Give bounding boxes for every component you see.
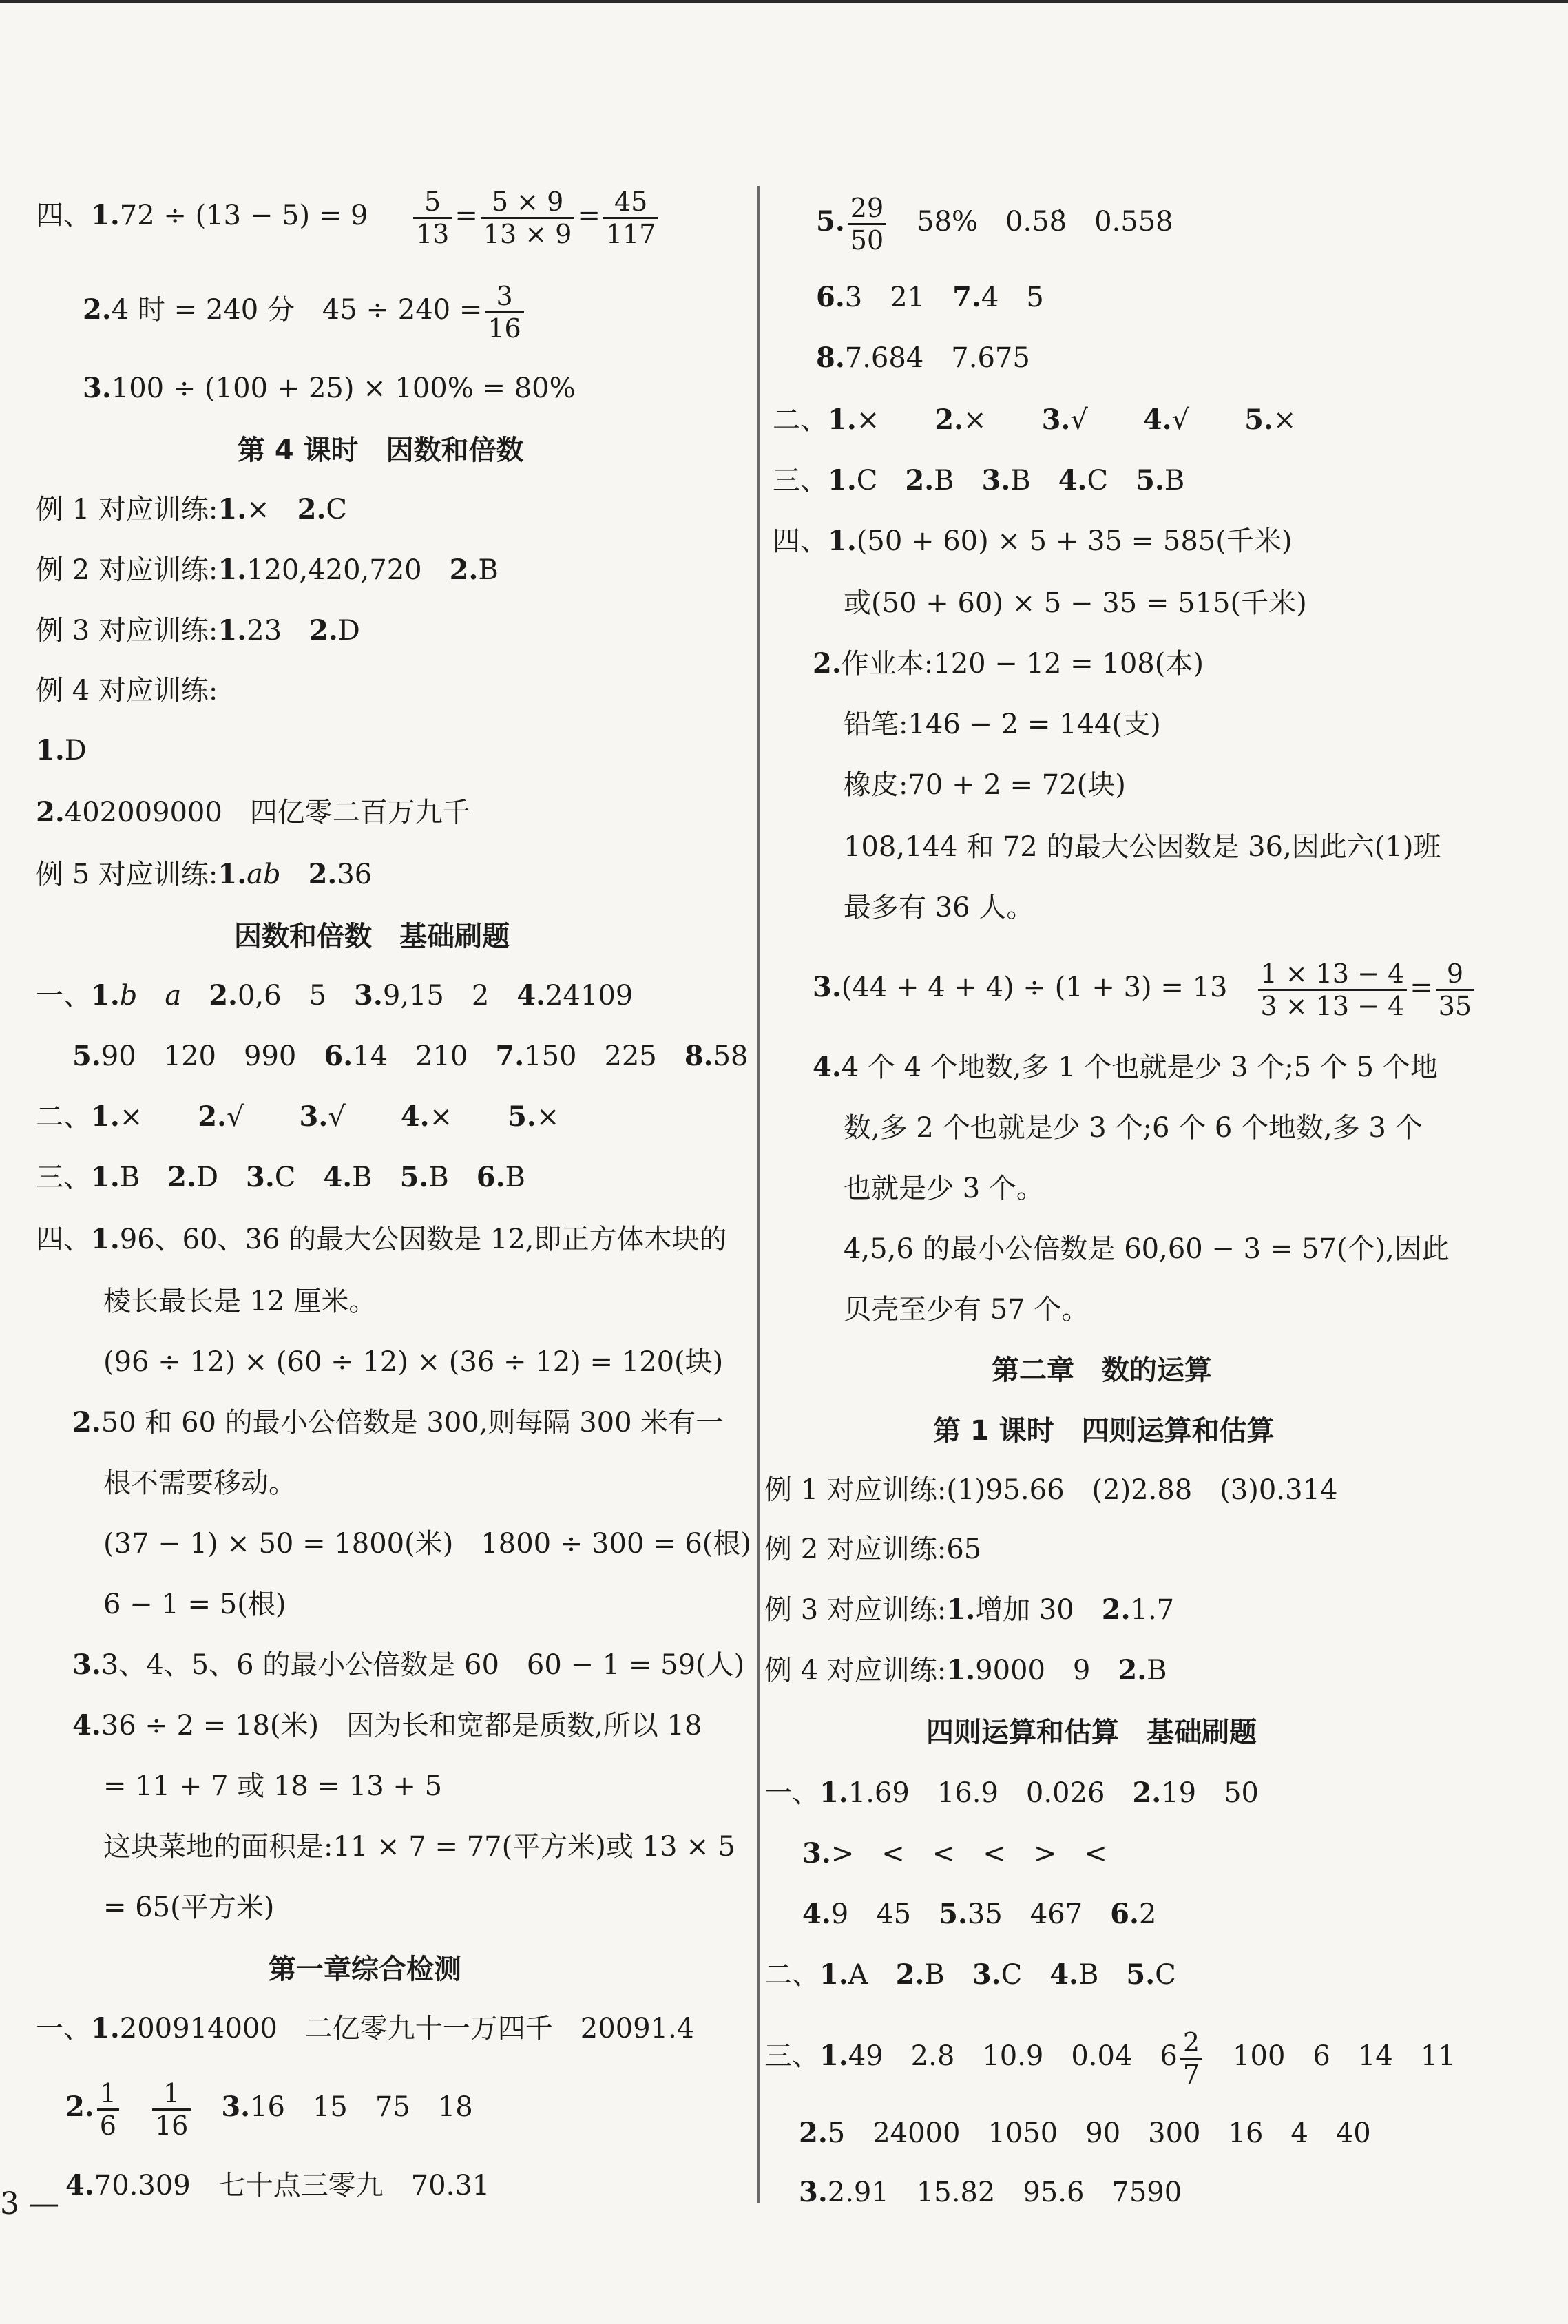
item-number: 6. [816,281,845,313]
answer: D [64,735,87,766]
answer: B [1010,465,1031,496]
section-label: 一、 [764,1777,819,1809]
answer: 402009000 四亿零二百万九千 [64,797,470,828]
item-number: 2. [297,493,326,525]
left-line-14 [36,1158,525,1197]
answer: B [505,1162,525,1193]
item-number: 4. [813,1051,842,1083]
item-number: 2. [934,404,964,436]
item-number: 1. [946,1593,976,1626]
item-number: 1. [91,979,120,1012]
item-number: 2. [1118,1654,1147,1686]
right-line-14 [813,1048,1438,1087]
right-line-10: 橡皮:70 + 2 = 72(块) [844,769,1126,801]
right-line-29 [799,2173,1182,2212]
item-number: 6. [1110,1898,1139,1930]
equals-sign: = [577,200,600,231]
item-number: 1. [91,2012,120,2044]
section-label: 二、 [36,1101,91,1133]
item-number: 1. [91,1223,120,1255]
fraction [485,281,523,344]
left-line-12 [72,1037,749,1076]
right-line-2 [816,278,1044,317]
item-number: 3. [981,464,1011,496]
answer: D [337,615,360,647]
item-number: 8. [816,342,845,374]
answer: A [848,1959,868,1991]
right-line-16: 也就是少 3 个。 [844,1173,1044,1204]
answer: C [1001,1959,1023,1991]
left-line-9 [36,793,470,832]
answer: 4 个 4 个地数,多 1 个也就是少 3 个;5 个 5 个地 [841,1051,1438,1083]
fraction [1258,959,1408,1021]
item-number: 4. [1142,404,1172,436]
answer: ab [247,859,281,890]
item-number: 1. [91,1100,120,1133]
answer: C [1155,1959,1176,1991]
item-number: 3. [83,372,112,404]
item-number: 4. [65,2169,94,2201]
item-number: 1. [91,1161,120,1193]
answer: 4 5 [981,282,1044,313]
numerator: 2 [1180,2027,1202,2060]
numerator: 45 [603,187,659,219]
fraction [152,2078,191,2141]
answer: 3、4、5、6 的最小公倍数是 60 60 − 1 = 59(人) [101,1649,745,1681]
section-heading: 第一章综合检测 [269,1954,461,1985]
item-number: 5. [1126,1958,1156,1991]
answer: 1.7 [1130,1594,1175,1626]
answer: C [326,494,348,525]
answer: B [428,1162,449,1193]
right-line-23 [764,1774,1259,1812]
answer: B [934,465,954,496]
section-label: 三、 [764,2040,819,2072]
answer: √ [227,1101,244,1133]
numerator: 1 [152,2078,191,2111]
answer: 16 15 75 18 [250,2091,473,2123]
answer: B [1147,1655,1167,1686]
left-line-22 [72,1646,744,1684]
answer: 150 225 [524,1040,657,1072]
item-number: 1. [946,1654,976,1686]
left-line-5 [36,551,499,589]
answer: √ [1070,404,1088,436]
item-number: 2. [36,796,65,828]
item-number: 5. [1136,464,1164,496]
left-line-7: 例 4 对应训练: [36,675,218,706]
equation: (44 + 4 + 4) ÷ (1 + 3) = 13 [841,972,1228,1003]
answer: B [478,554,499,586]
answer: b a [119,980,182,1012]
right-line-27 [764,2022,1456,2091]
left-line-3 [83,369,576,408]
right-line-8 [813,645,1204,683]
fraction [97,2078,119,2141]
fraction [848,193,886,255]
section-heading: 第 1 课时 四则运算和估算 [933,1415,1275,1447]
answer: 23 [247,615,282,647]
section-heading: 第 4 课时 因数和倍数 [238,435,524,466]
equation: 72 ÷ (13 − 5) = 9 [119,200,368,231]
answer: (50 + 60) × 5 + 35 = 585(千米) [856,525,1293,557]
right-line-21 [764,1591,1174,1629]
item-number: 6. [324,1040,353,1072]
right-line-20: 例 2 对应训练:65 [764,1533,982,1565]
item-number: 1. [819,1958,848,1991]
item-number: 5. [939,1898,968,1930]
denominator: 6 [99,2110,116,2141]
item-number: 5. [816,205,845,238]
equals-sign: = [454,200,478,231]
left-line-20: (37 − 1) × 50 = 1800(米) 1800 ÷ 300 = 6(根) [103,1528,751,1560]
chapter-heading: 第二章 数的运算 [992,1354,1212,1386]
numerator: 5 × 9 [481,187,575,219]
right-line-17: 4,5,6 的最小公倍数是 60,60 − 3 = 57(个),因此 [844,1233,1450,1265]
equation: 100 ÷ (100 + 25) × 100% = 80% [111,373,576,404]
answer: 19 50 [1161,1777,1259,1809]
item-number: 4. [1058,464,1087,496]
item-number: 5. [1244,404,1273,436]
answer: 90 120 990 [101,1040,297,1072]
left-line-16: 棱长最长是 12 厘米。 [103,1286,377,1317]
answer: 9,15 2 [382,980,490,1012]
left-line-21: 6 − 1 = 5(根) [103,1589,286,1620]
answer: 作业本:120 − 12 = 108(本) [841,648,1204,680]
item-number: 3. [354,979,383,1012]
right-line-7: 或(50 + 60) × 5 − 35 = 515(千米) [844,587,1307,619]
right-line-5 [773,461,1184,500]
answer: 36 ÷ 2 = 18(米) 因为长和宽都是质数,所以 18 [101,1710,702,1741]
numerator: 9 [1436,959,1474,991]
item-number: 3. [1041,404,1071,436]
answer: 100 6 14 11 [1233,2040,1456,2072]
answer: C [856,465,878,496]
section-label: 二、 [773,404,828,436]
answer: D [196,1162,219,1193]
answer: 14 210 [353,1040,468,1072]
answer: C [1087,465,1109,496]
right-line-22 [764,1651,1167,1690]
exercise-label: 例 2 对应训练: [36,554,218,586]
top-border [0,0,1568,3]
answer: 0,6 5 [237,980,327,1012]
answer: 1.69 16.9 0.026 [848,1777,1105,1809]
item-number: 2. [813,647,842,680]
item-number: 2. [905,464,934,496]
answer: × [963,404,987,436]
item-number: 2. [83,293,112,326]
answer: 49 2.8 10.9 0.04 6 [848,2040,1178,2072]
answer: 3 21 [844,282,926,313]
exercise-label: 例 3 对应训练: [764,1594,947,1626]
item-number: 4. [516,979,546,1012]
item-number: 2. [895,1958,925,1991]
right-line-6 [773,522,1292,561]
answer: B [924,1959,945,1991]
answer: 58% 0.58̇ 0.558 [917,206,1173,238]
item-number: 3. [246,1161,275,1193]
exercise-label: 例 1 对应训练: [36,494,218,525]
equals-sign: = [1410,972,1433,1003]
answer: 96、60、36 的最大公因数是 12,即正方体木块的 [119,1224,727,1255]
answer: B [119,1162,140,1193]
item-number: 2. [1132,1777,1162,1809]
item-number: 1. [819,2040,848,2072]
denominator: 16 [154,2110,189,2141]
left-line-27 [36,2009,694,2048]
left-line-28 [65,2073,473,2142]
item-number: 1. [218,614,247,647]
item-number: 1. [828,525,857,557]
denominator: 16 [488,313,521,344]
item-number: 2. [198,1100,227,1133]
item-number: 8. [684,1040,713,1072]
item-number: 4. [1049,1958,1078,1991]
denominator: 50 [850,224,884,255]
section-label: 三、 [773,465,828,496]
item-number: 5. [508,1100,536,1133]
item-number: 3. [72,1648,101,1681]
equation: 4 时 = 240 分 45 ÷ 240 = [111,294,483,326]
answer: × [536,1101,560,1133]
exercise-label: 例 5 对应训练: [36,859,218,890]
item-number: 2. [167,1161,196,1193]
left-line-18 [72,1403,723,1442]
page-number: 3 — [0,2186,59,2221]
answer: 120,420,720 [247,554,422,586]
item-number: 3. [972,1958,1001,1991]
left-line-29 [65,2166,490,2205]
section-label: 四、 [773,525,828,557]
item-number: 4. [400,1100,430,1133]
item-number: 4. [802,1898,831,1930]
item-number: 3. [299,1100,328,1133]
answer: 200914000 二亿零九十一万四千 20091.4 [119,2013,695,2044]
item-number: 2. [309,614,338,647]
answer: B [1164,465,1185,496]
item-number: 2. [449,554,479,586]
answer: 2.91 15.82 95.6 7590 [827,2177,1182,2208]
item-number: 1. [828,404,857,436]
answer: 9 45 [830,1898,912,1930]
right-line-19: 例 1 对应训练:(1)95.66 (2)2.88 (3)0.314 [764,1474,1338,1506]
right-line-28 [799,2114,1371,2153]
left-line-2 [83,279,527,344]
answer: 9000 9 [975,1655,1091,1686]
item-number: 1. [218,493,247,525]
answer: B [1078,1959,1099,1991]
left-line-4 [36,490,347,529]
numerator: 1 [97,2078,119,2111]
answer: × [119,1101,143,1133]
left-line-13 [36,1098,559,1136]
item-number: 5. [72,1040,101,1072]
item-number: 2. [65,2091,94,2123]
right-line-25 [802,1895,1156,1934]
item-number: 3. [802,1837,831,1870]
right-line-12: 最多有 36 人。 [844,892,1034,923]
fraction [1436,959,1474,1021]
item-number: 1. [91,199,120,231]
item-number: 1. [828,464,857,496]
answer: B [352,1162,373,1193]
answer: × [1273,404,1297,436]
right-line-13 [813,953,1477,1022]
item-number: 7. [952,281,981,313]
numerator: 1 × 13 − 4 [1258,959,1408,991]
section-label: 二、 [764,1959,819,1991]
item-number: 2. [209,979,238,1012]
left-line-11 [36,976,633,1015]
left-line-6 [36,611,360,650]
right-line-18: 贝壳至少有 57 个。 [844,1294,1089,1326]
left-line-19: 根不需要移动。 [103,1467,296,1499]
left-line-8 [36,731,87,770]
section-heading: 四则运算和估算 基础刷题 [926,1717,1257,1748]
section-label: 三、 [36,1162,91,1193]
answer: √ [328,1101,346,1133]
item-number: 5. [399,1161,429,1193]
answer: × [429,1101,453,1133]
section-label: 四、 [36,1224,91,1255]
fraction [481,187,575,249]
answer: × [247,494,270,525]
right-line-9: 铅笔:146 − 2 = 144(支) [844,709,1161,740]
section-label: 四、 [36,200,91,231]
right-line-24 [802,1834,1107,1873]
left-line-10 [36,855,372,894]
right-line-1 [816,187,1173,256]
fraction [413,187,452,249]
item-number: 2. [308,858,337,890]
right-line-3 [816,339,1030,377]
answer: × [856,404,880,436]
answer: 36 [337,859,373,890]
section-label: 一、 [36,2013,91,2044]
right-line-15: 数,多 2 个也就是少 3 个;6 个 6 个地数,多 3 个 [844,1112,1423,1144]
denominator: 13 [415,218,450,249]
answer: 增加 30 [975,1594,1074,1626]
section-label: 一、 [36,980,91,1012]
exercise-label: 例 3 对应训练: [36,615,218,647]
denominator: 35 [1438,990,1472,1021]
item-number: 7. [495,1040,525,1072]
left-line-17: (96 ÷ 12) × (60 ÷ 12) × (36 ÷ 12) = 120(块) [103,1346,724,1378]
item-number: 4. [72,1709,101,1741]
left-line-25: 这块菜地的面积是:11 × 7 = 77(平方米)或 13 × 5 [103,1831,735,1863]
item-number: 2. [1101,1593,1131,1626]
denominator: 3 × 13 − 4 [1260,990,1405,1021]
fraction [603,187,659,249]
left-line-1 [36,185,661,247]
denominator: 13 × 9 [483,218,572,249]
left-line-15 [36,1220,727,1259]
item-number: 3. [221,2091,251,2123]
answer: 5 24000 1050 90 300 16 4 40 [827,2117,1371,2149]
denominator: 117 [605,218,656,249]
answer: 35 467 [967,1898,1083,1930]
answer: √ [1171,404,1190,436]
column-divider [757,186,760,2203]
answer: C [274,1162,296,1193]
section-heading: 因数和倍数 基础刷题 [234,921,510,952]
item-number: 1. [218,554,247,586]
answer: 2 [1138,1898,1157,1930]
numerator: 29 [848,193,886,225]
right-line-11: 108,144 和 72 的最大公因数是 36,因此六(1)班 [844,831,1441,863]
item-number: 1. [36,734,65,766]
right-line-4 [773,401,1296,439]
right-line-26 [764,1956,1176,1994]
left-line-24: = 11 + 7 或 18 = 13 + 5 [103,1770,443,1802]
item-number: 4. [323,1161,353,1193]
answer: 58 [713,1040,749,1072]
answer: 50 和 60 的最小公倍数是 300,则每隔 300 米有一 [101,1407,724,1438]
item-number: 1. [218,858,247,890]
answer: > < < < > < [830,1838,1107,1870]
item-number: 2. [72,1406,101,1438]
fraction [1180,2027,1202,2090]
answer: 70.309 七十点三零九 70.31 [94,2170,490,2201]
item-number: 1. [819,1777,848,1809]
numerator: 5 [413,187,452,219]
denominator: 7 [1182,2059,1200,2090]
left-line-26: = 65(平方米) [103,1892,275,1923]
item-number: 3. [813,971,842,1003]
left-line-23 [72,1706,702,1745]
item-number: 3. [799,2176,828,2208]
numerator: 3 [485,281,523,313]
answer: 7.684 7.675 [844,342,1030,374]
item-number: 2. [799,2117,828,2149]
exercise-label: 例 4 对应训练: [764,1655,947,1686]
item-number: 6. [476,1161,505,1193]
answer: 24109 [545,980,634,1012]
